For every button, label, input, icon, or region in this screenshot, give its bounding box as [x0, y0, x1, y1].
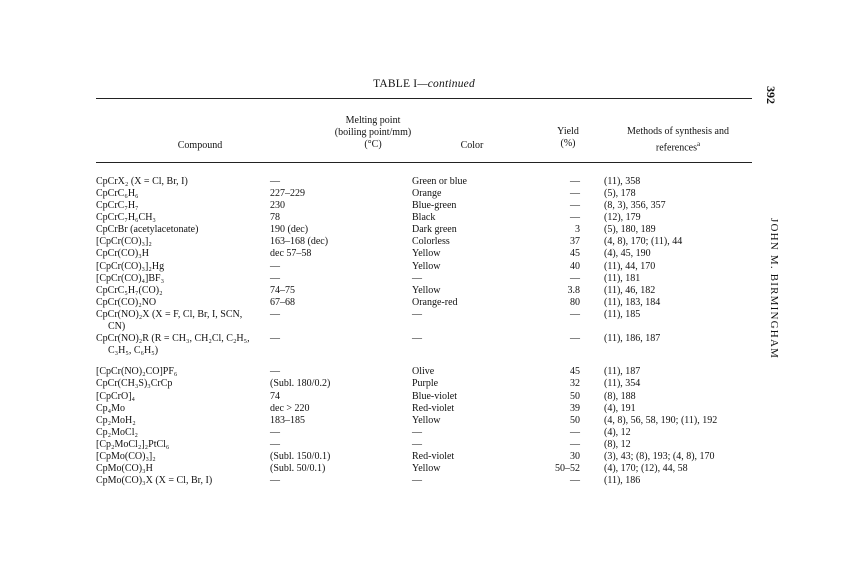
cell-color: Blue-violet: [412, 391, 457, 402]
cell-methods: (8), 12: [604, 439, 631, 450]
cell-methods: (4, 8), 170; (11), 44: [604, 236, 683, 247]
cell-color: Yellow: [412, 415, 441, 426]
cell-methods: (11), 183, 184: [604, 297, 661, 308]
cell-color: Orange: [412, 188, 442, 199]
cell-melting-point: 190 (dec): [270, 224, 309, 235]
cell-color: Blue-green: [412, 200, 457, 211]
table-title-main: TABLE I: [373, 78, 418, 90]
cell-compound: CpCrC₇H₆CH₃: [96, 212, 156, 223]
cell-yield: 3: [575, 224, 580, 235]
header-yield: [548, 126, 588, 150]
cell-methods: (4), 45, 190: [604, 248, 651, 259]
table-row: [0, 463, 864, 475]
cell-yield: —: [570, 333, 580, 344]
cell-color: Orange-red: [412, 297, 458, 308]
table-row: [0, 403, 864, 415]
table-row: [0, 378, 864, 390]
cell-compound: [Cp₂MoCl₂]₂PtCl₆: [96, 439, 170, 450]
cell-compound-continuation: CN): [108, 321, 126, 332]
table-row: [0, 297, 864, 309]
cell-yield: —: [570, 273, 580, 284]
cell-melting-point: —: [270, 439, 280, 450]
cell-color: —: [412, 309, 422, 320]
cell-yield: 37: [570, 236, 580, 247]
cell-melting-point: —: [270, 366, 280, 377]
cell-methods: (11), 185: [604, 309, 641, 320]
cell-methods: (4), 12: [604, 427, 631, 438]
cell-methods: (11), 46, 182: [604, 285, 656, 296]
cell-melting-point: (Subl. 150/0.1): [270, 451, 331, 462]
cell-methods: (11), 354: [604, 378, 641, 389]
cell-yield: —: [570, 475, 580, 486]
table-row: [0, 261, 864, 273]
table-row: [0, 309, 864, 321]
cell-melting-point: 74–75: [270, 285, 295, 296]
header-color: Color: [460, 140, 484, 151]
cell-melting-point: —: [270, 273, 280, 284]
cell-methods: (11), 187: [604, 366, 641, 377]
cell-methods: (11), 358: [604, 176, 641, 187]
cell-color: Red-violet: [412, 403, 455, 414]
header-yield-line2: (%): [560, 138, 576, 149]
cell-methods: (12), 179: [604, 212, 641, 223]
cell-yield: 80: [570, 297, 580, 308]
cell-color: Yellow: [412, 285, 441, 296]
table-row: [0, 439, 864, 451]
table-row: [0, 366, 864, 378]
cell-compound: CpCr(CO)₂NO: [96, 297, 157, 308]
header-methods-line1: Methods of synthesis and: [627, 126, 729, 137]
cell-color: Yellow: [412, 463, 441, 474]
cell-compound: CpCrC₇H₇: [96, 200, 139, 211]
cell-color: —: [412, 427, 422, 438]
footnote-mark: a: [696, 140, 701, 148]
table-row: [0, 212, 864, 224]
table-row: [0, 475, 864, 487]
cell-melting-point: 183–185: [270, 415, 305, 426]
cell-melting-point: 227–229: [270, 188, 305, 199]
cell-color: Green or blue: [412, 176, 467, 187]
table-row: [0, 200, 864, 212]
cell-methods: (8, 3), 356, 357: [604, 200, 666, 211]
cell-compound: CpMo(CO)₃X (X = Cl, Br, I): [96, 475, 213, 486]
cell-melting-point: 230: [270, 200, 285, 211]
cell-color: Yellow: [412, 248, 441, 259]
cell-methods: (11), 186, 187: [604, 333, 661, 344]
cell-methods: (4, 8), 56, 58, 190; (11), 192: [604, 415, 718, 426]
cell-methods: (11), 186: [604, 475, 641, 486]
cell-color: —: [412, 273, 422, 284]
cell-methods: (11), 181: [604, 273, 641, 284]
cell-color: —: [412, 439, 422, 450]
table-row: [0, 176, 864, 188]
cell-color: Colorless: [412, 236, 450, 247]
table-row: [0, 427, 864, 439]
header-compound: Compound: [177, 140, 223, 151]
header-methods-line2: [608, 138, 748, 154]
cell-compound: CpCrX₂ (X = Cl, Br, I): [96, 176, 188, 187]
cell-yield: 40: [570, 261, 580, 272]
cell-yield: 50: [570, 391, 580, 402]
cell-melting-point: dec > 220: [270, 403, 310, 414]
cell-compound: Cp₄Mo: [96, 403, 126, 414]
cell-color: Purple: [412, 378, 439, 389]
cell-compound: CpMo(CO)₃H: [96, 463, 153, 474]
header-rule: [96, 162, 752, 163]
header-methods: [608, 126, 748, 154]
cell-yield: —: [570, 309, 580, 320]
table-row: [0, 391, 864, 403]
cell-compound: [CpCr(CO)₄]BF₃: [96, 273, 165, 284]
cell-compound: CpCrC₅H₇(CO)₂: [96, 285, 163, 296]
table-row: [0, 285, 864, 297]
cell-color: Yellow: [412, 261, 441, 272]
cell-compound: Cp₂MoH₂: [96, 415, 136, 426]
cell-melting-point: 163–168 (dec): [270, 236, 329, 247]
cell-methods: (3), 43; (8), 193; (4, 8), 170: [604, 451, 715, 462]
cell-compound: CpCr(CO)₃H: [96, 248, 149, 259]
cell-yield: 39: [570, 403, 580, 414]
cell-melting-point: —: [270, 309, 280, 320]
cell-color: Olive: [412, 366, 435, 377]
cell-methods: (5), 180, 189: [604, 224, 656, 235]
cell-compound: [CpCr(CO)₃]₂: [96, 236, 152, 247]
table-title: [96, 78, 752, 90]
table-row: [0, 415, 864, 427]
cell-yield: —: [570, 200, 580, 211]
table-row: [0, 236, 864, 248]
cell-methods: (4), 191: [604, 403, 636, 414]
cell-compound: CpCr(NO)₂R (R = CH₃, CH₂Cl, C₂H₅,: [96, 333, 250, 344]
cell-yield: —: [570, 188, 580, 199]
top-rule: [96, 98, 752, 99]
running-head: JOHN M. BIRMINGHAM: [768, 218, 780, 360]
cell-yield: 50–52: [555, 463, 580, 474]
cell-color: Red-violet: [412, 451, 455, 462]
table-row: [0, 451, 864, 463]
cell-color: —: [412, 333, 422, 344]
table-row: [0, 273, 864, 285]
table-row: [0, 188, 864, 200]
cell-melting-point: (Subl. 50/0.1): [270, 463, 326, 474]
cell-compound: CpCr(CH₃S)₃CrCp: [96, 378, 173, 389]
cell-melting-point: 78: [270, 212, 280, 223]
cell-color: Dark green: [412, 224, 457, 235]
table-title-continued: —continued: [417, 78, 475, 90]
cell-melting-point: dec 57–58: [270, 248, 312, 259]
cell-methods: (5), 178: [604, 188, 636, 199]
cell-yield: 3.8: [567, 285, 580, 296]
cell-color: Black: [412, 212, 436, 223]
cell-compound: [CpCrO]₄: [96, 391, 136, 402]
cell-compound: [CpCr(CO)₃]₂Hg: [96, 261, 165, 272]
cell-melting-point: 74: [270, 391, 280, 402]
cell-yield: —: [570, 439, 580, 450]
cell-compound: Cp₂MoCl₂: [96, 427, 138, 438]
table-row: [0, 248, 864, 260]
cell-yield: 45: [570, 248, 580, 259]
header-methods-text: references: [655, 142, 697, 154]
header-yield-line1: Yield: [557, 126, 579, 137]
table-row: [0, 224, 864, 236]
cell-compound: [CpCr(NO)₂CO]PF₆: [96, 366, 178, 377]
header-mp-line2: (boiling point/mm): [334, 127, 412, 138]
cell-yield: 30: [570, 451, 580, 462]
table-row: [0, 333, 864, 345]
header-mp-line3: (°C): [364, 139, 382, 150]
cell-methods: (4), 170; (12), 44, 58: [604, 463, 688, 474]
cell-compound: CpCrC₆H₆: [96, 188, 139, 199]
cell-yield: —: [570, 176, 580, 187]
cell-yield: —: [570, 212, 580, 223]
cell-compound: [CpMo(CO)₃]₂: [96, 451, 156, 462]
cell-melting-point: (Subl. 180/0.2): [270, 378, 331, 389]
cell-melting-point: —: [270, 176, 280, 187]
cell-methods: (8), 188: [604, 391, 636, 402]
cell-melting-point: 67–68: [270, 297, 295, 308]
header-mp-line1: Melting point: [345, 115, 401, 126]
cell-yield: —: [570, 427, 580, 438]
cell-melting-point: —: [270, 261, 280, 272]
cell-yield: 50: [570, 415, 580, 426]
cell-color: —: [412, 475, 422, 486]
cell-melting-point: —: [270, 427, 280, 438]
cell-methods: (11), 44, 170: [604, 261, 656, 272]
header-melting-point: [298, 115, 448, 151]
cell-yield: 45: [570, 366, 580, 377]
cell-yield: 32: [570, 378, 580, 389]
cell-compound: CpCrBr (acetylacetonate): [96, 224, 199, 235]
cell-compound: CpCr(NO)₂X (X = F, Cl, Br, I, SCN,: [96, 309, 243, 320]
page-number: 392: [764, 86, 778, 104]
cell-melting-point: —: [270, 333, 280, 344]
cell-compound-continuation: C₃H₅, C₆H₅): [108, 345, 159, 356]
cell-melting-point: —: [270, 475, 280, 486]
